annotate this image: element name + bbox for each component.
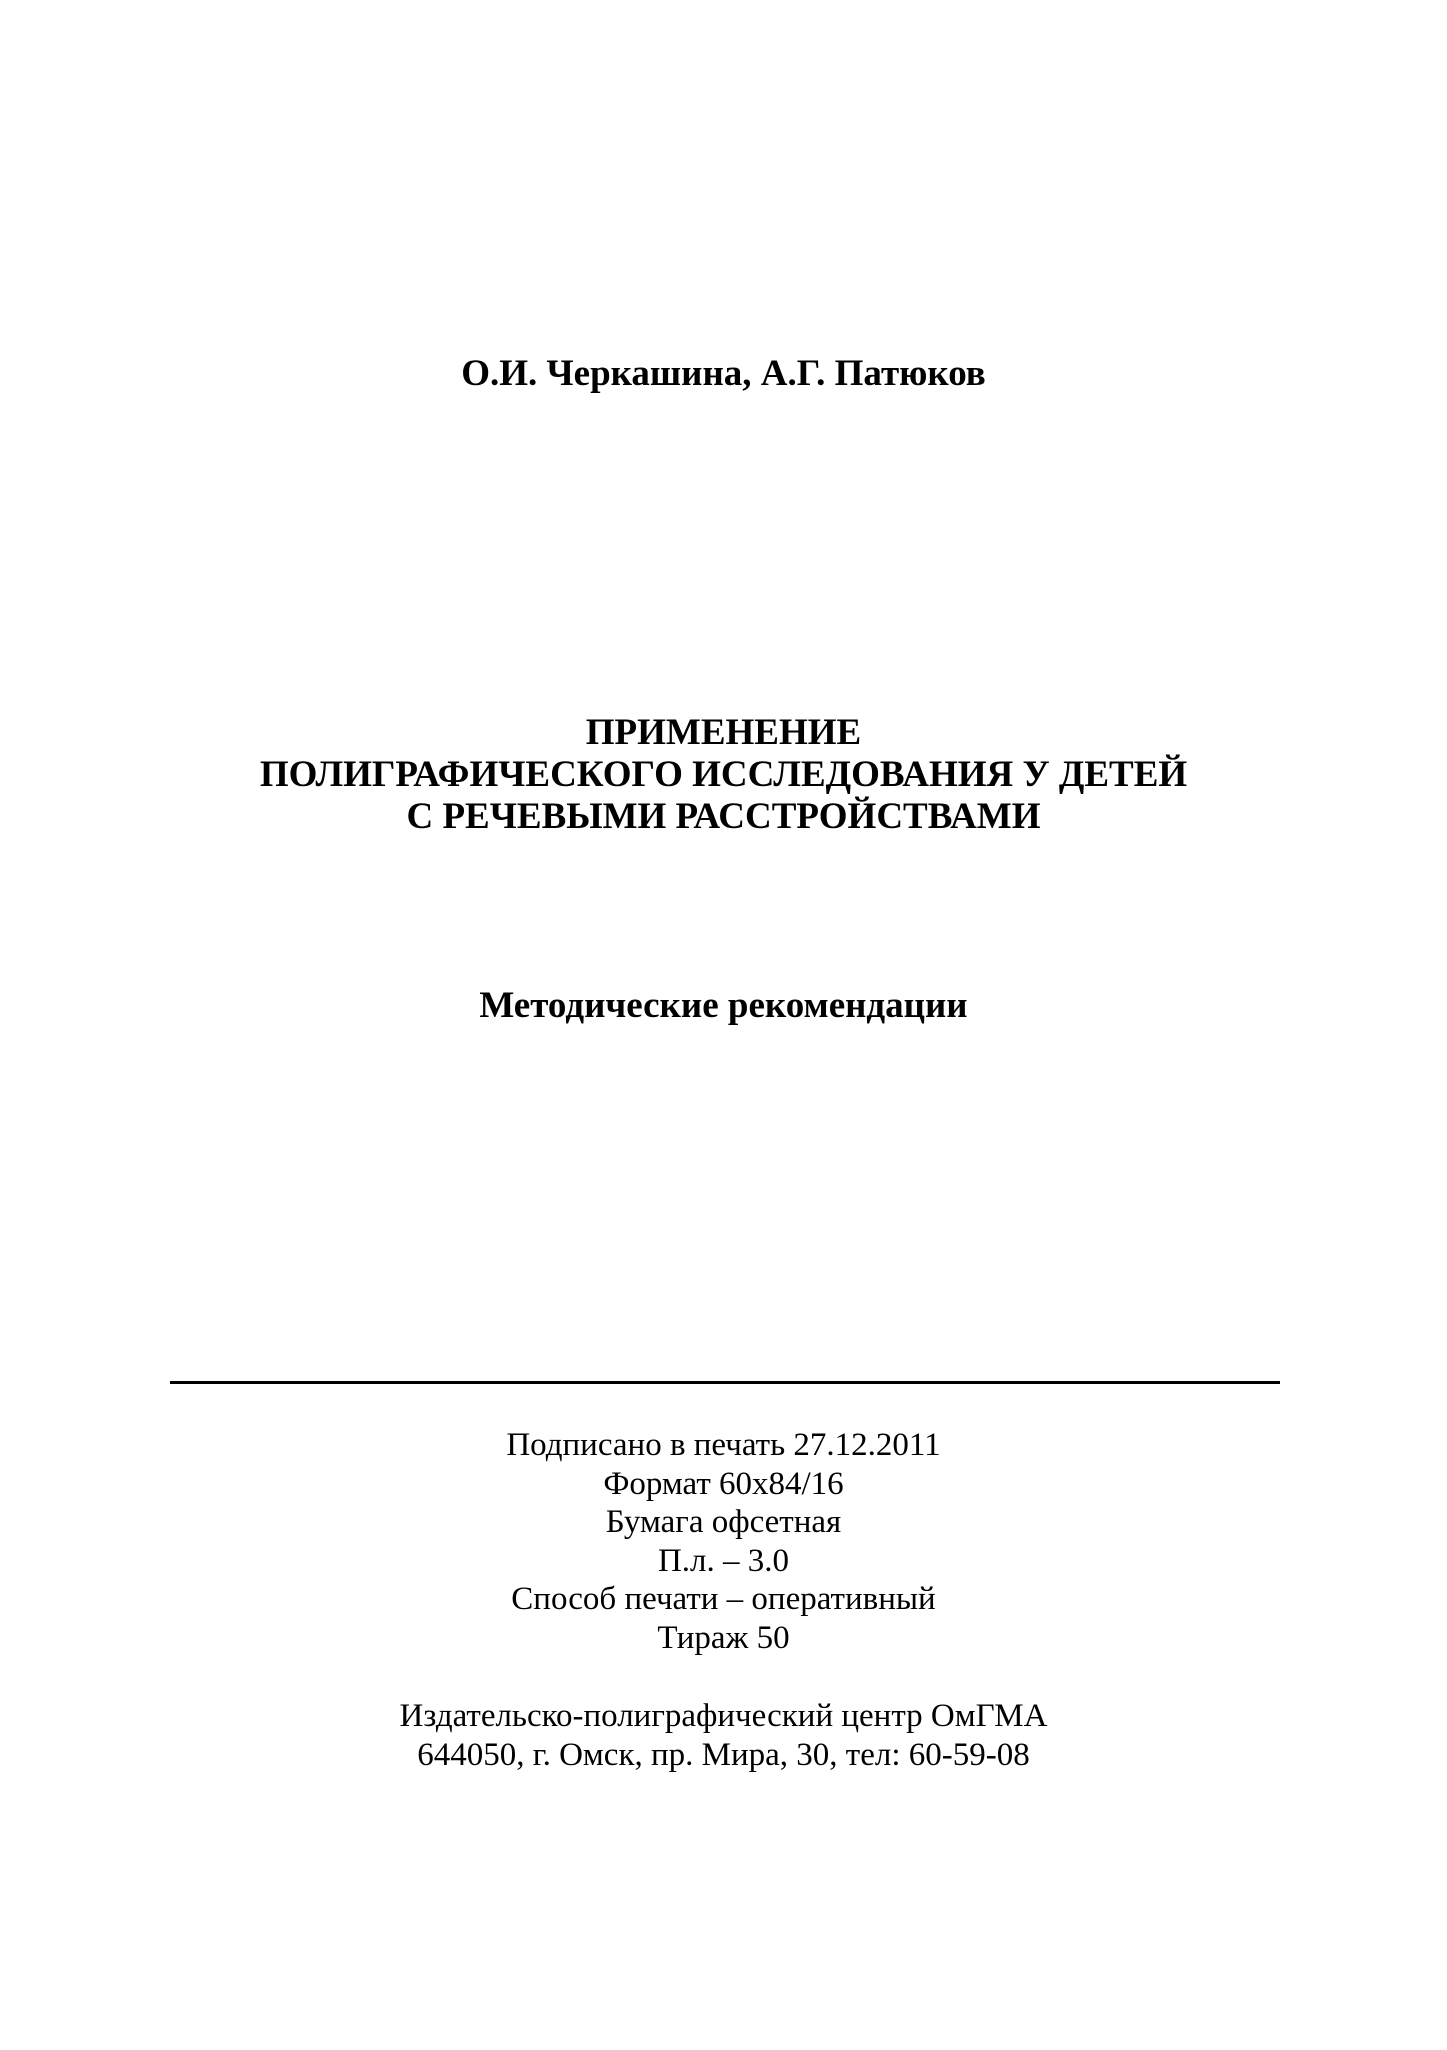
imprint-line-format: Формат 60х84/16 [603,1465,844,1502]
imprint-line-circulation: Тираж 50 [657,1619,790,1656]
imprint-line-sheets: П.л. – 3.0 [657,1542,790,1579]
publisher-address: 644050, г. Омск, пр. Мира, 30, тел: 60-59-08 [417,1737,1030,1773]
document-subtitle: Методические рекомендации [479,985,968,1026]
horizontal-divider [170,1381,1280,1384]
imprint-line-print-date: Подписано в печать 27.12.2011 [506,1427,941,1463]
document-title [0,712,1447,838]
imprint-details [0,1426,1447,1657]
publisher-info [0,1697,1447,1775]
publisher-name: Издательско-полиграфический центр ОмГМА [399,1698,1048,1734]
title-line: ПОЛИГРАФИЧЕСКОГО ИССЛЕДОВАНИЯ У ДЕТЕЙ [259,754,1188,795]
imprint-line-paper: Бумага офсетная [605,1504,842,1540]
authors: О.И. Черкашина, А.Г. Патюков [461,353,986,394]
imprint-line-print-method: Способ печати – оперативный [511,1581,936,1617]
title-line: С РЕЧЕВЫМИ РАССТРОЙСТВАМИ [406,796,1041,837]
title-line: ПРИМЕНЕНИЕ [585,712,862,753]
